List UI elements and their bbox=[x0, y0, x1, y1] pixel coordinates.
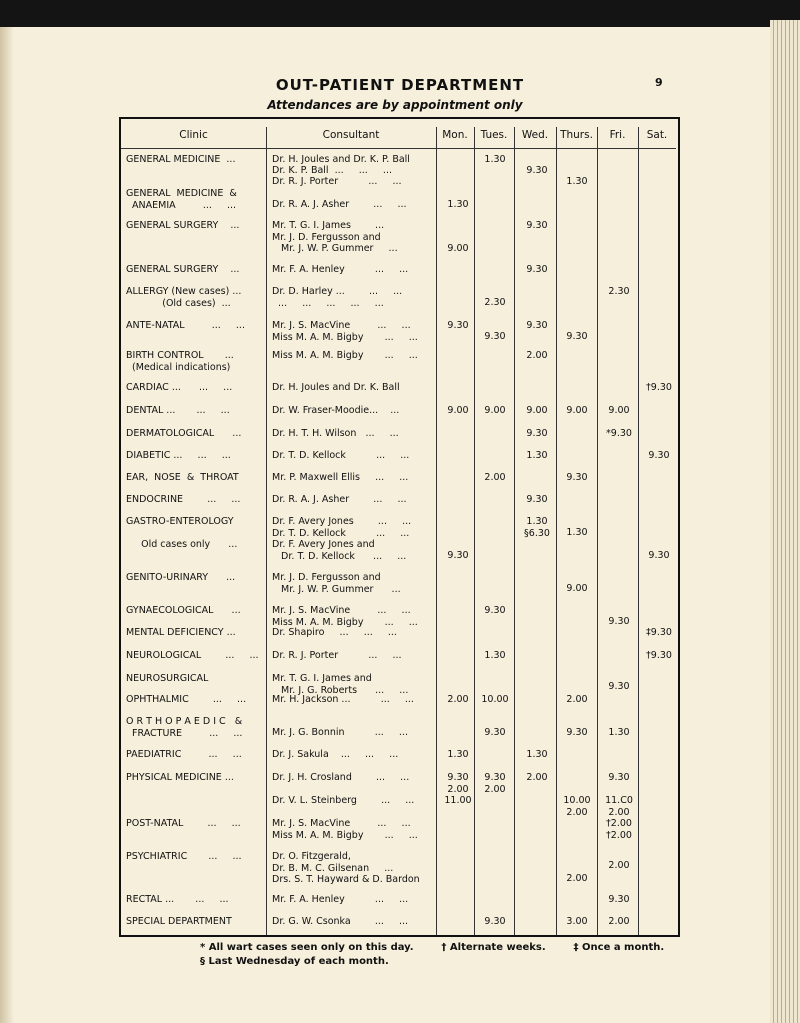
time-cell: 2.30 bbox=[484, 297, 506, 308]
consultant-cell: Mr. J. S. MacVine ... ... Miss M. A. M. Bigby ... ... bbox=[272, 605, 418, 628]
clinic-cell: ANTE-NATAL ... ... bbox=[126, 320, 245, 331]
clinic-cell: Old cases only ... bbox=[126, 539, 238, 550]
footnote-line-1: * All wart cases seen only on this day. † Alternate weeks. ‡ Once a month. bbox=[200, 942, 665, 953]
column-divider bbox=[638, 127, 639, 935]
time-cell: 2.00 bbox=[526, 772, 548, 783]
clinic-cell: NEUROSURGICAL bbox=[126, 673, 209, 684]
consultant-cell: Dr. R. A. J. Asher ... ... bbox=[272, 199, 407, 210]
clinic-cell: BIRTH CONTROL ... (Medical indications) bbox=[126, 350, 234, 373]
consultant-cell: Mr. P. Maxwell Ellis ... ... bbox=[272, 472, 409, 483]
clinic-cell: DERMATOLOGICAL ... bbox=[126, 428, 242, 439]
time-cell: 11.C0 2.00 bbox=[605, 795, 633, 818]
clinic-cell: ENDOCRINE ... ... bbox=[126, 494, 241, 505]
header-wed: Wed. bbox=[521, 129, 549, 141]
consultant-cell: Dr. D. Harley ... ... ... ... ... ... ... ... bbox=[272, 286, 403, 309]
header-clinic: Clinic bbox=[179, 129, 208, 141]
clinic-cell: GENITO-URINARY ... bbox=[126, 572, 236, 583]
page-number: 9 bbox=[655, 76, 663, 89]
time-cell: 9.30 bbox=[447, 550, 469, 561]
time-cell: 9.30 bbox=[566, 727, 588, 738]
header-fri: Fri. bbox=[609, 129, 626, 141]
time-cell: 9.30 bbox=[484, 605, 506, 616]
time-cell: 1.30 bbox=[484, 650, 506, 661]
time-cell: 9.30 bbox=[648, 450, 670, 461]
column-divider bbox=[514, 127, 515, 935]
time-cell: 9.30 bbox=[566, 472, 588, 483]
clinic-cell: PSYCHIATRIC ... ... bbox=[126, 851, 242, 862]
time-cell: 2.00 bbox=[447, 694, 469, 705]
column-divider bbox=[266, 127, 267, 935]
consultant-cell: Mr. H. Jackson ... ... ... bbox=[272, 694, 414, 705]
time-cell: 9.30 bbox=[648, 550, 670, 561]
consultant-cell: Dr. G. W. Csonka ... ... bbox=[272, 916, 409, 927]
consultant-cell: Dr. H. Joules and Dr. K. P. Ball bbox=[272, 154, 410, 165]
time-cell: 1.30 bbox=[526, 450, 548, 461]
time-cell: 1.30 bbox=[608, 727, 630, 738]
clinic-cell: GYNAECOLOGICAL ... bbox=[126, 605, 241, 616]
time-cell: 9.30 bbox=[526, 264, 548, 275]
consultant-cell: Dr. J. Sakula ... ... ... bbox=[272, 749, 399, 760]
clinic-cell: RECTAL ... ... ... bbox=[126, 894, 229, 905]
time-cell: 9.30 bbox=[526, 428, 548, 439]
time-cell: 9.30 bbox=[608, 616, 630, 627]
time-cell: ‡9.30 bbox=[646, 627, 672, 638]
time-cell: 9.30 bbox=[608, 681, 630, 692]
consultant-cell: Dr. Shapiro ... ... ... bbox=[272, 627, 397, 638]
time-cell: 1.30 bbox=[566, 176, 588, 187]
clinic-cell: POST-NATAL ... ... bbox=[126, 818, 241, 829]
time-cell: 9.30 bbox=[566, 331, 588, 342]
clinic-cell: GENERAL MEDICINE ... bbox=[126, 154, 236, 165]
header-mon: Mon. bbox=[442, 129, 468, 141]
time-cell: 9.30 bbox=[484, 331, 506, 342]
time-cell: 2.00 bbox=[608, 860, 630, 871]
consultant-cell: Dr. H. T. H. Wilson ... ... bbox=[272, 428, 399, 439]
page-spine-shadow bbox=[0, 27, 14, 1023]
time-cell: 1.30 bbox=[526, 749, 548, 760]
header-consultant: Consultant bbox=[322, 129, 380, 141]
consultant-cell: Dr. F. Avery Jones and Dr. T. D. Kellock ... ... bbox=[272, 539, 407, 562]
time-cell: 9.30 bbox=[608, 772, 630, 783]
header-thu: Thurs. bbox=[560, 129, 593, 141]
consultant-cell: Mr. F. A. Henley ... ... bbox=[272, 264, 409, 275]
clinic-cell: CARDIAC ... ... ... bbox=[126, 382, 233, 393]
clinic-cell: EAR, NOSE & THROAT bbox=[126, 472, 239, 483]
time-cell: 9.00 bbox=[447, 405, 469, 416]
time-cell: 10.00 2.00 bbox=[563, 795, 591, 818]
time-cell: 9.00 bbox=[566, 583, 588, 594]
consultant-cell: Mr. J. S. MacVine ... ... Miss M. A. M. Bigby ... ... bbox=[272, 320, 418, 343]
consultant-cell: Dr. V. L. Steinberg ... ... bbox=[272, 795, 415, 806]
time-cell: †2.00 †2.00 bbox=[606, 818, 632, 841]
time-cell: 9.30 bbox=[526, 320, 548, 331]
clinic-cell: DENTAL ... ... ... bbox=[126, 405, 230, 416]
time-cell: 1.30 §6.30 bbox=[524, 516, 550, 539]
consultant-cell: Dr. H. Joules and Dr. K. Ball bbox=[272, 382, 400, 393]
time-cell: 9.00 bbox=[608, 405, 630, 416]
time-cell: 2.00 bbox=[484, 472, 506, 483]
consultant-cell: Mr. J. D. Fergusson and Mr. J. W. P. Gummer ... bbox=[272, 572, 401, 595]
clinic-cell: ALLERGY (New cases) ... (Old cases) ... bbox=[126, 286, 242, 309]
clinic-cell: SPECIAL DEPARTMENT bbox=[126, 916, 232, 927]
time-cell: 1.30 bbox=[484, 154, 506, 165]
consultant-cell: Dr. R. A. J. Asher ... ... bbox=[272, 494, 407, 505]
consultant-cell: Dr. J. H. Crosland ... ... bbox=[272, 772, 410, 783]
footnote-line-2: § Last Wednesday of each month. bbox=[200, 956, 389, 967]
page-subtitle: Attendances are by appointment only bbox=[267, 98, 523, 112]
time-cell: 9.30 bbox=[526, 165, 548, 176]
time-cell: 2.30 bbox=[608, 286, 630, 297]
clinic-cell: PAEDIATRIC ... ... bbox=[126, 749, 242, 760]
consultant-cell: Dr. O. Fitzgerald, Dr. B. M. C. Gilsenan ... Drs. S. T. Hayward & D. Bardon bbox=[272, 851, 420, 885]
clinic-cell: GENERAL SURGERY ... bbox=[126, 264, 240, 275]
clinic-cell: MENTAL DEFICIENCY ... bbox=[126, 627, 236, 638]
clinic-cell: PHYSICAL MEDICINE ... bbox=[126, 772, 234, 783]
clinic-cell: O R T H O P A E D I C & FRACTURE ... ... bbox=[126, 716, 243, 739]
time-cell: 9.30 bbox=[447, 320, 469, 331]
time-cell: 1.30 bbox=[566, 527, 588, 538]
consultant-cell: Dr. F. Avery Jones ... ... Dr. T. D. Kellock ... ... bbox=[272, 516, 412, 539]
clinic-cell: GENERAL MEDICINE & ANAEMIA ... ... bbox=[126, 188, 237, 211]
consultant-cell: Dr. W. Fraser-Moodie... ... bbox=[272, 405, 400, 416]
column-divider bbox=[597, 127, 598, 935]
time-cell: 9.00 bbox=[447, 243, 469, 254]
time-cell: 9.30 bbox=[526, 494, 548, 505]
header-sat: Sat. bbox=[646, 129, 668, 141]
consultant-cell: Mr. J. G. Bonnin ... ... bbox=[272, 727, 408, 738]
page-edges bbox=[770, 20, 800, 1023]
time-cell: 9.00 bbox=[526, 405, 548, 416]
header-divider bbox=[121, 148, 676, 149]
consultant-cell: Mr. J. S. MacVine ... ... Miss M. A. M. Bigby ... ... bbox=[272, 818, 418, 841]
consultant-cell: Miss M. A. M. Bigby ... ... bbox=[272, 350, 418, 361]
time-cell: 1.30 bbox=[447, 199, 469, 210]
time-cell: *9.30 bbox=[606, 428, 632, 439]
time-cell: 9.30 bbox=[526, 220, 548, 231]
time-cell: 2.00 bbox=[566, 873, 588, 884]
consultant-cell: Mr. T. G. I. James ... Mr. J. D. Fergusson and Mr. J. W. P. Gummer ... bbox=[272, 220, 398, 254]
consultant-cell: Mr. F. A. Henley ... ... bbox=[272, 894, 409, 905]
clinic-cell: DIABETIC ... ... ... bbox=[126, 450, 231, 461]
time-cell: 9.30 bbox=[484, 727, 506, 738]
time-cell: 9.00 bbox=[484, 405, 506, 416]
time-cell: 9.30 bbox=[608, 894, 630, 905]
time-cell: 9.00 bbox=[566, 405, 588, 416]
header-tue: Tues. bbox=[480, 129, 508, 141]
consultant-cell: Dr. R. J. Porter ... ... bbox=[272, 650, 402, 661]
consultant-cell: Dr. T. D. Kellock ... ... bbox=[272, 450, 410, 461]
consultant-cell: Dr. K. P. Ball ... ... ... bbox=[272, 165, 392, 176]
time-cell: 11.00 bbox=[444, 795, 472, 806]
time-cell: †9.30 bbox=[646, 650, 672, 661]
time-cell: 9.30 2.00 bbox=[447, 772, 469, 795]
time-cell: 3.00 bbox=[566, 916, 588, 927]
time-cell: 2.00 bbox=[526, 350, 548, 361]
clinic-cell: GASTRO-ENTEROLOGY bbox=[126, 516, 234, 527]
page-title: OUT-PATIENT DEPARTMENT bbox=[275, 76, 525, 94]
clinic-cell: OPHTHALMIC ... ... bbox=[126, 694, 247, 705]
time-cell: 9.30 bbox=[484, 916, 506, 927]
column-divider bbox=[436, 127, 437, 935]
time-cell: 2.00 bbox=[608, 916, 630, 927]
clinic-cell: GENERAL SURGERY ... bbox=[126, 220, 240, 231]
consultant-cell: Dr. R. J. Porter ... ... bbox=[272, 176, 402, 187]
time-cell: 9.30 2.00 bbox=[484, 772, 506, 795]
consultant-cell: Mr. T. G. I. James and Mr. J. G. Roberts ... ... bbox=[272, 673, 409, 696]
time-cell: 10.00 bbox=[481, 694, 509, 705]
clinic-cell: NEUROLOGICAL ... ... bbox=[126, 650, 259, 661]
time-cell: 1.30 bbox=[447, 749, 469, 760]
column-divider bbox=[556, 127, 557, 935]
time-cell: †9.30 bbox=[646, 382, 672, 393]
time-cell: 2.00 bbox=[566, 694, 588, 705]
